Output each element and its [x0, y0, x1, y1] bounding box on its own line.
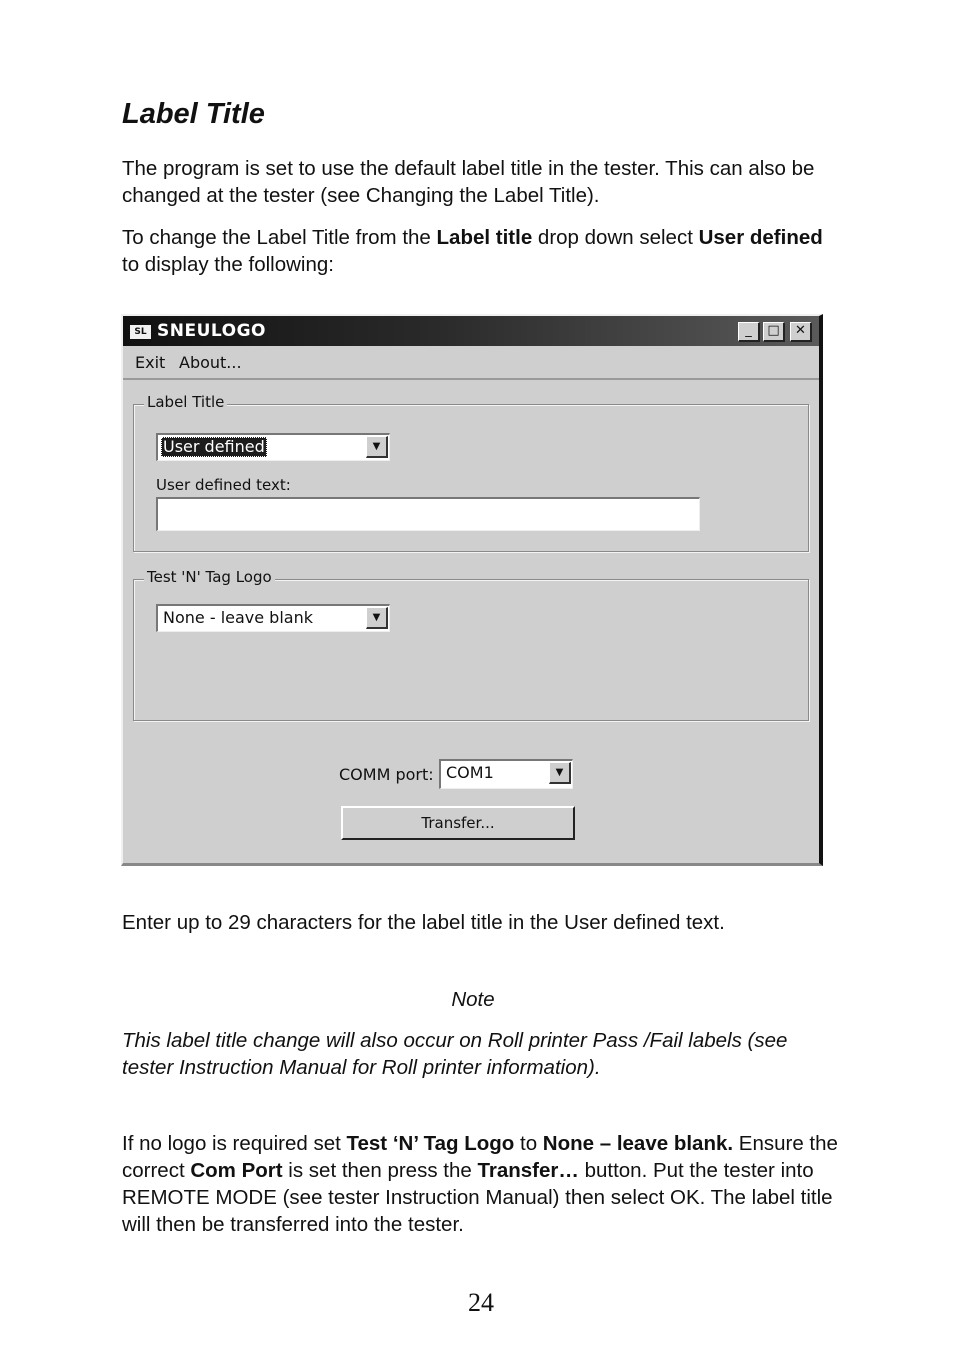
bold-label-title: Label title — [436, 226, 533, 249]
app-icon: SL — [130, 325, 151, 339]
label-title-select-value: User defined — [163, 437, 265, 456]
text-run: to display the following: — [122, 253, 334, 276]
text-run: drop down select — [532, 226, 699, 249]
text-run: to — [514, 1132, 543, 1155]
menu-exit[interactable]: Exit — [135, 353, 166, 372]
user-defined-text-label: User defined text: — [156, 476, 291, 494]
window-title: SNEULOGO — [157, 321, 266, 341]
logo-legend: Test 'N' Tag Logo — [144, 568, 275, 586]
bold-com-port: Com Port — [190, 1159, 283, 1182]
bold-user-defined: User defined — [698, 226, 823, 249]
label-title-legend: Label Title — [144, 393, 227, 411]
sneulogo-dialog — [121, 314, 823, 866]
final-instructions — [122, 1130, 842, 1238]
transfer-button[interactable]: Transfer... — [341, 806, 575, 840]
logo-group — [133, 568, 809, 721]
minimize-icon[interactable]: _ — [738, 322, 760, 342]
comm-port-select[interactable] — [439, 759, 573, 789]
page-title: Label Title — [122, 98, 265, 130]
note-heading: Note — [451, 988, 495, 1011]
maximize-icon[interactable]: □ — [763, 322, 785, 342]
instruction-paragraph — [122, 224, 842, 278]
close-icon[interactable]: ✕ — [790, 322, 812, 342]
logo-select-value: None - leave blank — [163, 608, 313, 627]
chevron-down-icon[interactable]: ▼ — [549, 762, 571, 784]
note-body: This label title change will also occur on Roll printer Pass /Fail labels (see tester Instruction Manual for Roll printer information). — [122, 1029, 788, 1079]
enter-text-paragraph: Enter up to 29 characters for the label title in the User defined text. — [122, 911, 725, 934]
intro-paragraph: The program is set to use the default label title in the tester. This can also be changed at the tester (see Changing the Label Title). — [122, 157, 815, 207]
bold-logo-name: Test ‘N’ Tag Logo — [346, 1132, 515, 1155]
comm-port-value: COM1 — [446, 763, 494, 782]
text-run: Ensure the correct — [122, 1132, 838, 1182]
label-title-select[interactable] — [156, 433, 390, 461]
text-run: button. Put the tester into REMOTE MODE (see tester Instruction Manual) then select OK. The label title will then be transferred into the tester. — [122, 1159, 833, 1236]
chevron-down-icon[interactable]: ▼ — [366, 607, 388, 629]
bold-none-leave-blank: None – leave blank. — [542, 1132, 734, 1155]
logo-select[interactable] — [156, 604, 390, 632]
comm-port-label: COMM port: — [339, 765, 434, 784]
title-bar[interactable] — [123, 316, 819, 346]
menu-bar — [123, 346, 819, 380]
label-title-group — [133, 393, 809, 552]
text-run: is set then press the — [282, 1159, 478, 1182]
text-run: To change the Label Title from the — [122, 226, 437, 249]
page-number: 24 — [468, 1288, 494, 1317]
menu-about[interactable]: About... — [179, 353, 242, 372]
bold-transfer: Transfer… — [477, 1159, 579, 1182]
text-run: If no logo is required set — [122, 1132, 347, 1155]
user-defined-text-input[interactable] — [156, 497, 700, 531]
chevron-down-icon[interactable]: ▼ — [366, 436, 388, 458]
